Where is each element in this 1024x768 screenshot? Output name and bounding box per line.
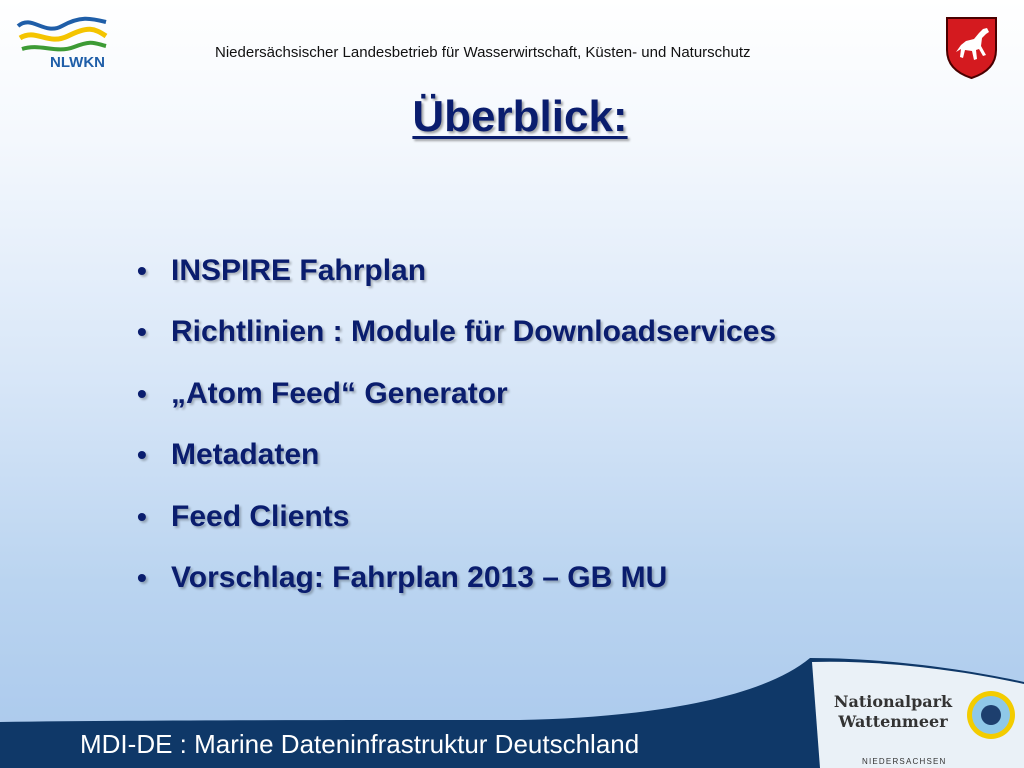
bullet-item [137, 557, 776, 618]
bullet-item [137, 311, 776, 372]
nationalpark-line2: Wattenmeer [838, 712, 948, 731]
nlwkn-wave-icon [14, 12, 110, 70]
bullet-list [137, 250, 776, 618]
bullet-text: Metadaten [171, 438, 320, 472]
bullet-item [137, 373, 776, 434]
nationalpark-badge [820, 682, 1024, 768]
bullet-item [137, 434, 776, 495]
horse-shield-icon [944, 16, 999, 80]
bullet-text: INSPIRE Fahrplan [171, 254, 427, 287]
bullet-marker: • [137, 316, 147, 348]
logo-text: NLWKN [50, 54, 105, 70]
nationalpark-emblem-icon [964, 688, 1018, 742]
organization-name: Niedersächsischer Landesbetrieb für Wasserwirtschaft, Küsten- und Naturschutz [215, 44, 751, 61]
bullet-marker: • [137, 500, 147, 532]
sun-wave-icon [964, 688, 1018, 742]
nationalpark-name [830, 692, 956, 732]
bullet-text: „Atom Feed“ Generator [171, 376, 508, 410]
bullet-item [137, 496, 776, 557]
nationalpark-state: NIEDERSACHSEN [862, 757, 947, 766]
bullet-marker: • [137, 255, 147, 286]
bullet-marker: • [137, 561, 147, 593]
nlwkn-logo [14, 12, 110, 70]
lower-saxony-coat-of-arms [944, 16, 999, 80]
nationalpark-line1: Nationalpark [833, 692, 953, 711]
bullet-text: Vorschlag: Fahrplan 2013 – GB MU [171, 560, 668, 594]
slide-title: Überblick: [412, 92, 628, 141]
footer-caption: MDI-DE : Marine Dateninfrastruktur Deutschland [80, 729, 640, 759]
bullet-marker: • [137, 377, 147, 409]
footer [0, 650, 1024, 768]
bullet-item [137, 250, 776, 311]
bullet-text: Feed Clients [171, 499, 350, 533]
bullet-marker: • [137, 439, 147, 471]
bullet-text: Richtlinien : Module für Downloadservices [171, 315, 777, 349]
